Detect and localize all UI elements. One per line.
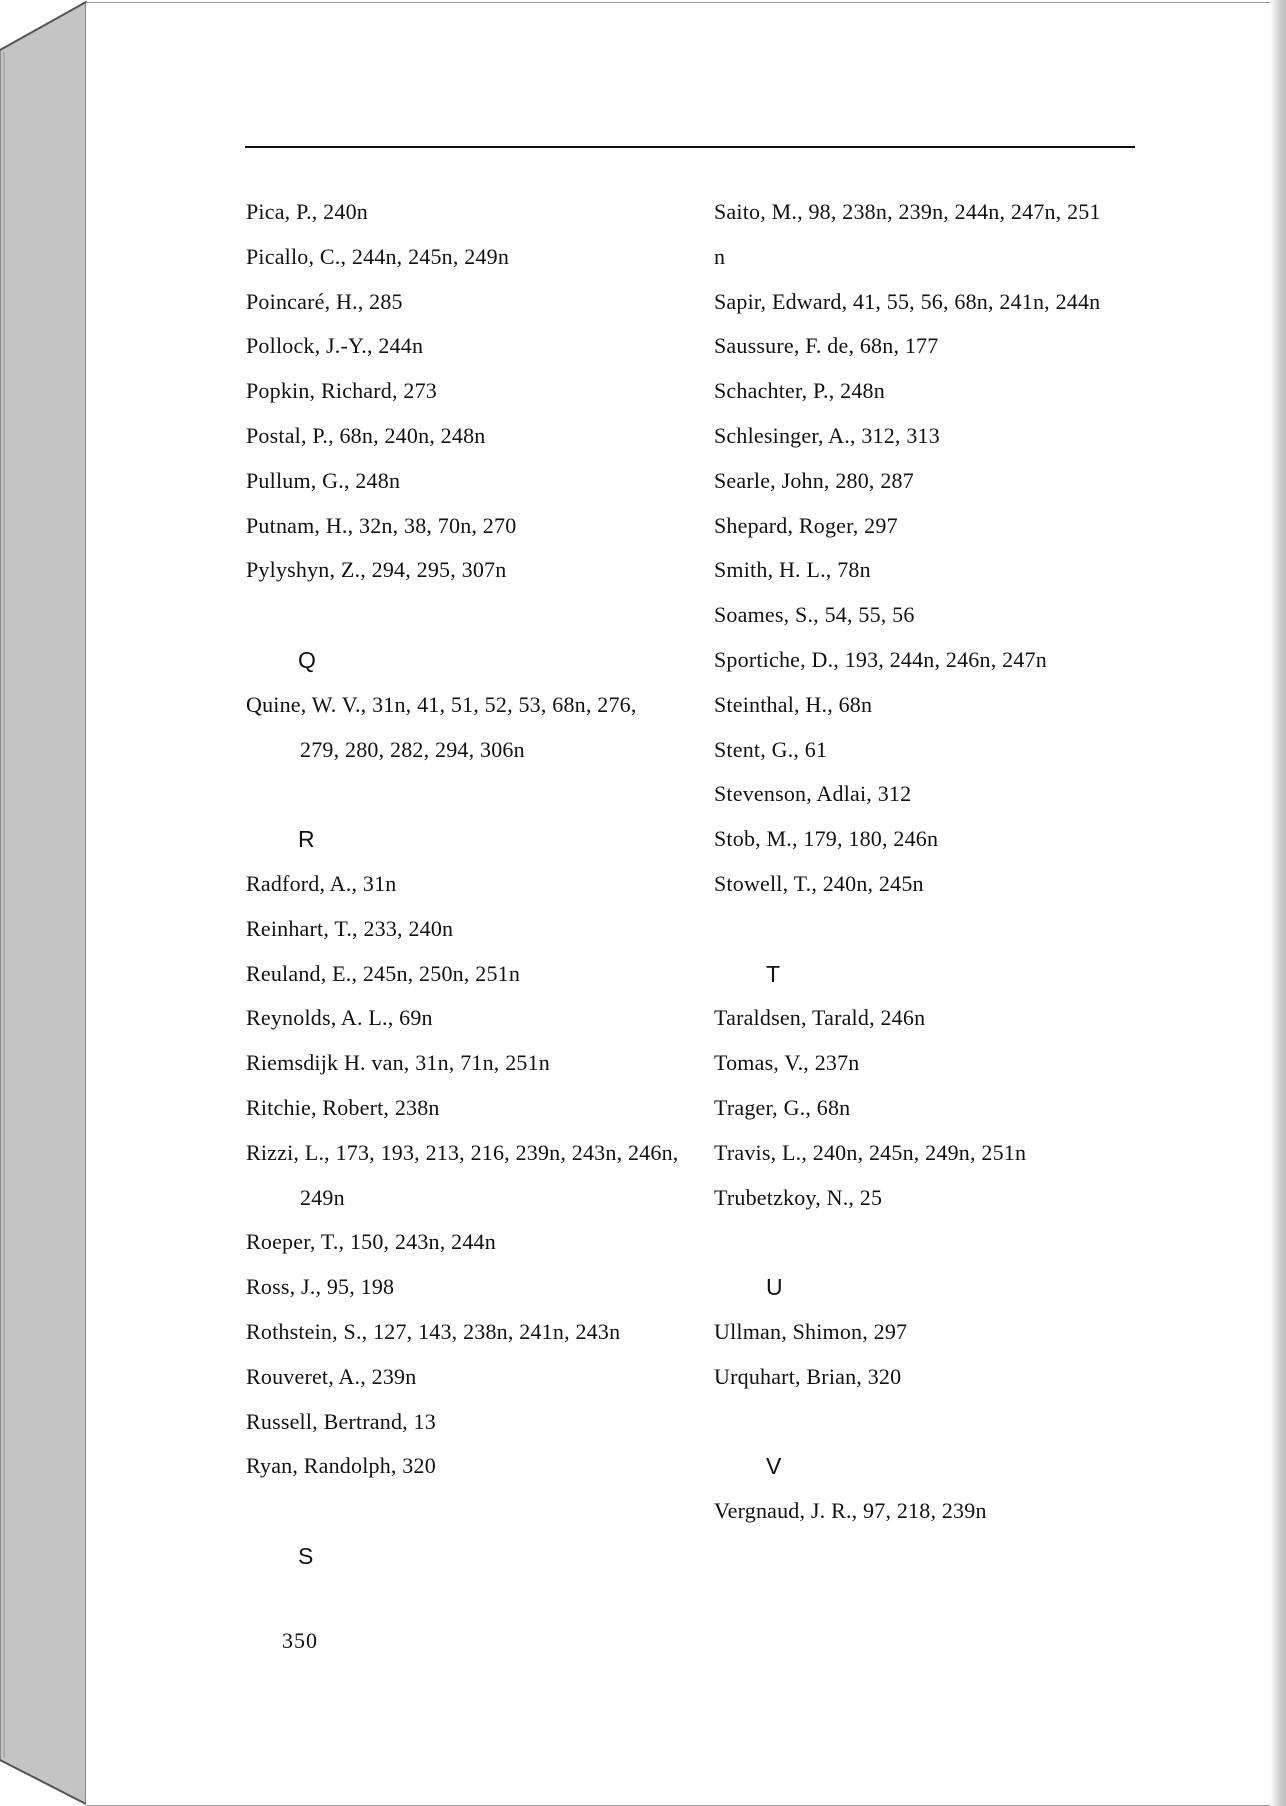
section-letter-heading: U (766, 1274, 783, 1301)
index-entry: Ryan, Randolph, 320 (246, 1453, 436, 1479)
spacer (246, 593, 706, 638)
index-entry: Stevenson, Adlai, 312 (714, 781, 912, 807)
index-entry: Vergnaud, J. R., 97, 218, 239n (714, 1498, 987, 1524)
index-entry: Rizzi, L., 173, 193, 213, 216, 239n, 243n, 246n, (246, 1139, 679, 1165)
index-entry: Taraldsen, Tarald, 246n (714, 1005, 926, 1031)
index-entry: Radford, A., 31n (246, 870, 397, 896)
index-entry: Popkin, Richard, 273 (246, 378, 437, 404)
index-entry: Stent, G., 61 (714, 736, 828, 762)
index-entry: Pollock, J.-Y., 244n (246, 333, 424, 359)
section-letter-heading: T (766, 960, 781, 987)
index-entry: Pylyshyn, Z., 294, 295, 307n (246, 557, 507, 583)
index-entry: Stowell, T., 240n, 245n (714, 870, 924, 896)
index-entry: Poincaré, H., 285 (246, 288, 403, 314)
index-entry: Soames, S., 54, 55, 56 (714, 602, 915, 628)
index-entry: Sapir, Edward, 41, 55, 56, 68n, 241n, 244n (714, 288, 1101, 314)
spacer (246, 1489, 706, 1534)
index-entry: Pullum, G., 248n (246, 467, 401, 493)
page-edge-shadow (1270, 0, 1286, 1806)
index-entry: Rouveret, A., 239n (246, 1363, 417, 1389)
index-entry: Reuland, E., 245n, 250n, 251n (246, 960, 521, 986)
section-letter-heading: V (766, 1453, 782, 1480)
spacer (714, 907, 1164, 952)
index-entry: Smith, H. L., 78n (714, 557, 871, 583)
index-entry: Quine, W. V., 31n, 41, 51, 52, 53, 68n, 276, (246, 691, 637, 717)
index-entry: Pica, P., 240n (246, 199, 368, 224)
book-spine (0, 0, 88, 1806)
index-entry: Trager, G., 68n (714, 1094, 851, 1120)
index-entry: Schachter, P., 248n (714, 378, 885, 404)
index-entry: Ritchie, Robert, 238n (246, 1094, 440, 1120)
index-entry: Travis, L., 240n, 245n, 249n, 251n (714, 1139, 1027, 1165)
index-entry: Sportiche, D., 193, 244n, 246n, 247n (714, 646, 1047, 672)
index-entry: Russell, Bertrand, 13 (246, 1408, 436, 1434)
index-entry: Riemsdijk H. van, 31n, 71n, 251n (246, 1050, 551, 1076)
index-entry: Searle, John, 280, 287 (714, 467, 914, 493)
index-entry: Saito, M., 98, 238n, 239n, 244n, 247n, 251 (714, 199, 1101, 224)
index-entry: Trubetzkoy, N., 25 (714, 1184, 883, 1210)
page-number: 350 (282, 1628, 318, 1653)
index-entry: Reynolds, A. L., 69n (246, 1005, 433, 1031)
index-entry: 249n (300, 1184, 345, 1210)
index-entry: Postal, P., 68n, 240n, 248n (246, 422, 486, 448)
index-entry: n (714, 243, 726, 269)
spacer (714, 1400, 1164, 1445)
section-letter-heading: R (298, 826, 315, 853)
index-entry: Picallo, C., 244n, 245n, 249n (246, 243, 510, 269)
index-column-left (246, 190, 706, 1579)
index-entry: Putnam, H., 32n, 38, 70n, 270 (246, 512, 517, 538)
index-entry: Steinthal, H., 68n (714, 691, 873, 717)
index-entry: 279, 280, 282, 294, 306n (300, 736, 525, 762)
section-letter-heading: S (298, 1542, 314, 1569)
index-entry: Urquhart, Brian, 320 (714, 1363, 902, 1389)
spacer (714, 1220, 1164, 1265)
index-entry: Stob, M., 179, 180, 246n (714, 826, 939, 852)
spacer (246, 772, 706, 817)
index-entry: Schlesinger, A., 312, 313 (714, 422, 940, 448)
index-entry: Ross, J., 95, 198 (246, 1274, 395, 1300)
index-entry: Tomas, V., 237n (714, 1050, 860, 1076)
index-entry: Shepard, Roger, 297 (714, 512, 898, 538)
section-letter-heading: Q (298, 646, 317, 673)
header-rule (245, 146, 1135, 148)
index-entry: Saussure, F. de, 68n, 177 (714, 333, 939, 359)
index-column-right (714, 190, 1164, 1534)
index-entry: Reinhart, T., 233, 240n (246, 915, 454, 941)
index-entry: Rothstein, S., 127, 143, 238n, 241n, 243n (246, 1318, 621, 1344)
index-entry: Ullman, Shimon, 297 (714, 1318, 908, 1344)
index-entry: Roeper, T., 150, 243n, 244n (246, 1229, 496, 1255)
